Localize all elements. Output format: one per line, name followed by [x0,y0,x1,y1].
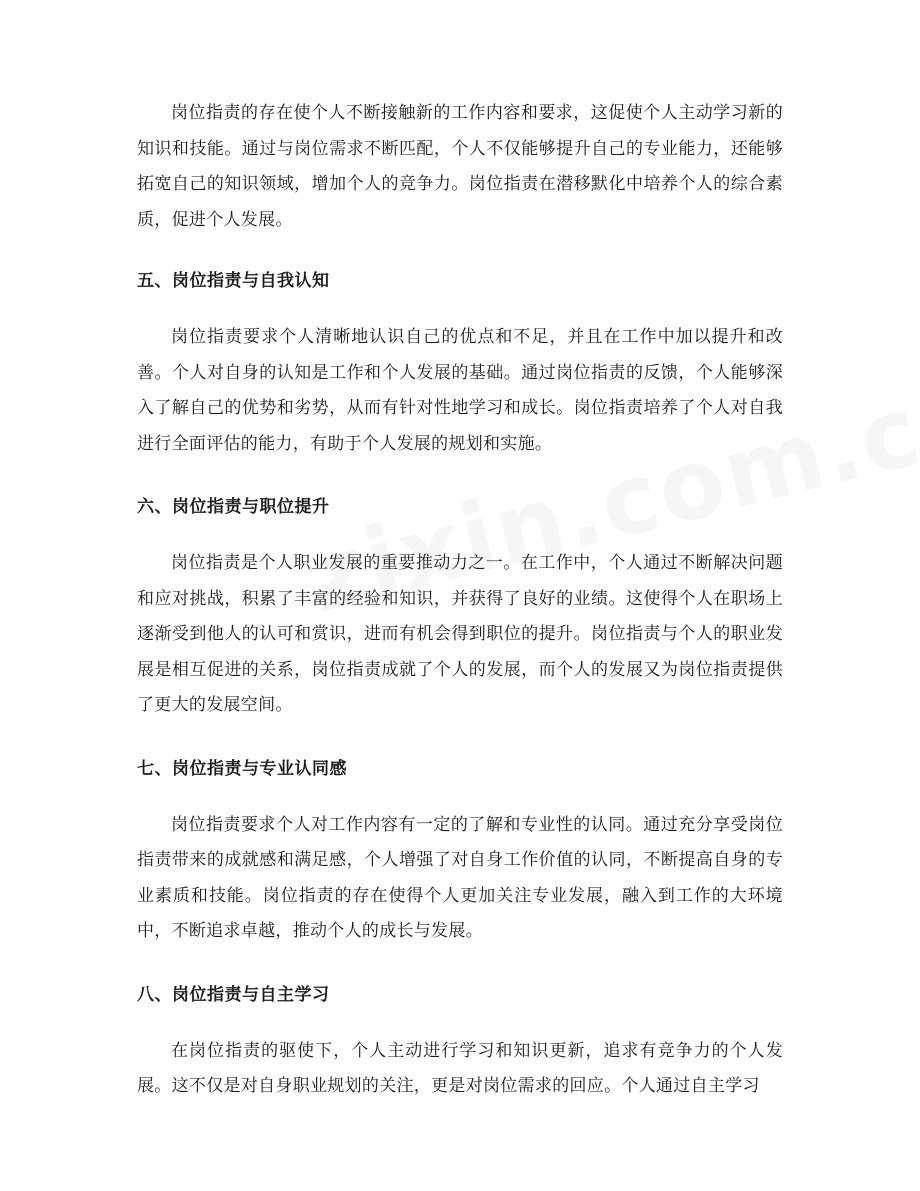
section-5-paragraph: 岗位指责要求个人清晰地认识自己的优点和不足，并且在工作中加以提升和改善。个人对自身的认知是工作和个人发展的基础。通过岗位指责的反馈，个人能够深入了解自己的优势和劣势，从而有针对性地学习和成长。岗位指责培养了个人对自我进行全面评估的能力，有助于个人发展的规划和实施。 [137,327,783,454]
section-6-paragraph: 岗位指责是个人职业发展的重要推动力之一。在工作中，个人通过不断解决问题和应对挑战，积累了丰富的经验和知识，并获得了良好的业绩。这使得个人在职场上逐渐受到他人的认可和赏识，进而有机会得到职位的提升。岗位指责与个人的职业发展是相互促进的关系，岗位指责成就了个人的发展，而个人的发展又为岗位指责提供了更大的发展空间。 [137,553,783,715]
section-7-paragraph: 岗位指责要求个人对工作内容有一定的了解和专业性的认同。通过充分享受岗位指责带来的成就感和满足感，个人增强了对自身工作价值的认同，不断提高自身的专业素质和技能。岗位指责的存在使得个人更加关注专业发展，融入到工作的大环境中，不断追求卓越，推动个人的成长与发展。 [137,814,783,941]
section-7-heading: 七、岗位指责与专业认同感 [137,758,347,779]
section-5-heading: 五、岗位指责与自我认知 [137,271,330,291]
section-6-heading: 六、岗位指责与职位提升 [137,497,330,517]
document-body [137,96,783,1105]
section-8-heading: 八、岗位指责与自主学习 [137,984,330,1005]
intro-paragraph: 岗位指责的存在使个人不断接触新的工作内容和要求，这促使个人主动学习新的知识和技能。通过与岗位需求不断匹配，个人不仅能够提升自己的专业能力，还能够拓宽自己的知识领域，增加个人的竞争力。岗位指责在潜移默化中培养个人的综合素质，促进个人发展。 [137,103,783,230]
section-8-paragraph: 在岗位指责的驱使下，个人主动进行学习和知识更新，追求有竞争力的个人发展。这不仅是对自身职业规划的关注，更是对岗位需求的回应。个人通过自主学习 [137,1040,783,1096]
